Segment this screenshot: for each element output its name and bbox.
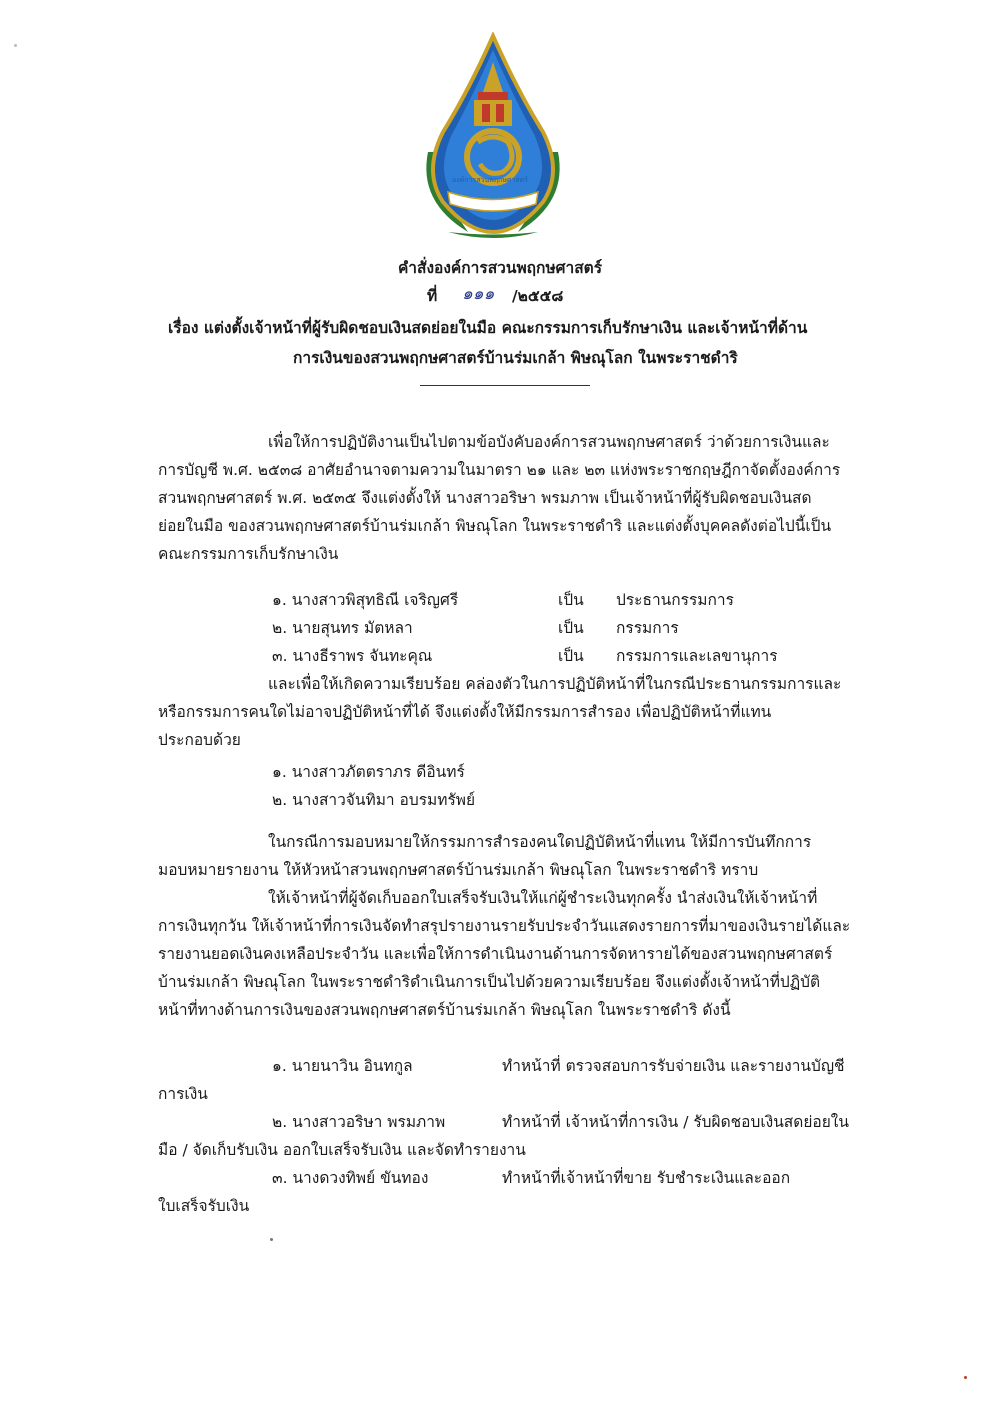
scan-speck <box>964 1376 967 1379</box>
para2-line: ประกอบด้วย <box>158 731 241 749</box>
para4-line: บ้านร่มเกล้า พิษณุโลก ในพระราชดำริดำเนินการเป็นไปด้วยความเรียบร้อย จึงแต่งตั้งเจ้าหน้าที่ปฏิบัติ <box>158 973 821 991</box>
committee-role: กรรมการและเลขานุการ <box>616 647 778 665</box>
scan-speck <box>14 44 17 47</box>
para1-line: สวนพฤกษศาสตร์ พ.ศ. ๒๕๓๕ จึงแต่งตั้งให้ นางสาวอริษา พรมภาพ เป็นเจ้าหน้าที่ผู้รับผิดชอบเงินสด <box>158 489 812 507</box>
para4-line: ให้เจ้าหน้าที่ผู้จัดเก็บออกใบเสร็จรับเงินให้แก่ผู้ชำระเงินทุกครั้ง นำส่งเงินให้เจ้าหน้าที่ <box>268 889 818 907</box>
duty-name: ๑. นายนาวิน อินทกูล <box>272 1057 413 1075</box>
subject-line-1: เรื่อง แต่งตั้งเจ้าหน้าที่ผู้รับผิดชอบเงินสดย่อยในมือ คณะกรรมการเก็บรักษาเงิน และเจ้าหน้าที่ด้าน <box>168 319 808 337</box>
committee-as: เป็น <box>558 591 584 609</box>
header-divider <box>420 385 590 386</box>
committee-name: ๒. นายสุนทร มัตหลา <box>272 619 413 637</box>
committee-role: ประธานกรรมการ <box>616 591 734 609</box>
duty-continuation: ใบเสร็จรับเงิน <box>158 1197 250 1215</box>
duty-description: ทำหน้าที่ เจ้าหน้าที่การเงิน / รับผิดชอบเงินสดย่อยใน <box>502 1113 849 1131</box>
committee-name: ๑. นางสาวพิสุทธิณี เจริญศรี <box>272 591 459 609</box>
order-number-suffix: /๒๕๕๘ <box>512 287 564 305</box>
para4-line: รายงานยอดเงินคงเหลือประจำวัน และเพื่อให้การดำเนินงานด้านการจัดหารายได้ของสวนพฤกษศาสตร์ <box>158 945 833 963</box>
para1-line: การบัญชี พ.ศ. ๒๕๓๘ อาศัยอำนาจตามความในมาตรา ๒๑ และ ๒๓ แห่งพระราชกฤษฎีกาจัดตั้งองค์การ <box>158 461 841 479</box>
order-number-handwritten: ๑๑๑ <box>462 284 495 304</box>
subject-line-2: การเงินของสวนพฤกษศาสตร์บ้านร่มเกล้า พิษณุโลก ในพระราชดำริ <box>293 349 738 367</box>
duty-name: ๓. นางดวงทิพย์ ขันทอง <box>272 1169 429 1187</box>
scan-speck <box>270 1238 273 1241</box>
para1-line: เพื่อให้การปฏิบัติงานเป็นไปตามข้อบังคับองค์การสวนพฤกษศาสตร์ ว่าด้วยการเงินและ <box>268 433 830 451</box>
duty-continuation: การเงิน <box>158 1085 208 1103</box>
reserve-member: ๑. นางสาวภัตตราภร ดีอินทร์ <box>272 763 465 781</box>
duty-name: ๒. นางสาวอริษา พรมภาพ <box>272 1113 446 1131</box>
para4-line: การเงินทุกวัน ให้เจ้าหน้าที่การเงินจัดทำสรุปรายงานรายรับประจำวันแสดงรายการที่มาของเงินรายได้และ <box>158 917 851 935</box>
para1-line: คณะกรรมการเก็บรักษาเงิน <box>158 545 339 563</box>
duty-continuation: มือ / จัดเก็บรับเงิน ออกใบเสร็จรับเงิน และจัดทำรายงาน <box>158 1141 526 1159</box>
order-title: คำสั่งองค์การสวนพฤกษศาสตร์ <box>397 259 603 277</box>
duty-description: ทำหน้าที่เจ้าหน้าที่ขาย รับชำระเงินและออก <box>502 1169 791 1187</box>
order-number-prefix: ที่ <box>427 287 438 305</box>
committee-role: กรรมการ <box>616 619 679 637</box>
para4-line: หน้าที่ทางด้านการเงินของสวนพฤกษศาสตร์บ้านร่มเกล้า พิษณุโลก ในพระราชดำริ ดังนี้ <box>158 1001 731 1019</box>
para2-line: หรือกรรมการคนใดไม่อาจปฏิบัติหน้าที่ได้ จึงแต่งตั้งให้มีกรรมการสำรอง เพื่อปฏิบัติหน้าที่แทน <box>158 703 772 721</box>
para3-line: ในกรณีการมอบหมายให้กรรมการสำรองคนใดปฏิบัติหน้าที่แทน ให้มีการบันทึกการ <box>268 833 812 851</box>
para2-line: และเพื่อให้เกิดความเรียบร้อย คล่องตัวในการปฏิบัติหน้าที่ในกรณีประธานกรรมการและ <box>268 675 842 693</box>
committee-as: เป็น <box>558 647 584 665</box>
duty-description: ทำหน้าที่ ตรวจสอบการรับจ่ายเงิน และรายงานบัญชี <box>502 1057 845 1075</box>
garden-organization-emblem-icon <box>408 32 578 242</box>
committee-name: ๓. นางธีราพร จันทะคุณ <box>272 647 433 665</box>
emblem-ribbon-text: องค์การสวนพฤกษศาสตร์ <box>452 176 528 184</box>
reserve-member: ๒. นางสาวจันทิมา อบรมทรัพย์ <box>272 791 476 809</box>
para3-line: มอบหมายรายงาน ให้หัวหน้าสวนพฤกษศาสตร์บ้านร่มเกล้า พิษณุโลก ในพระราชดำริ ทราบ <box>158 861 759 879</box>
para1-line: ย่อยในมือ ของสวนพฤกษศาสตร์บ้านร่มเกล้า พิษณุโลก ในพระราชดำริ และแต่งตั้งบุคคลดังต่อไปนี้เป็น <box>158 517 832 535</box>
committee-as: เป็น <box>558 619 584 637</box>
